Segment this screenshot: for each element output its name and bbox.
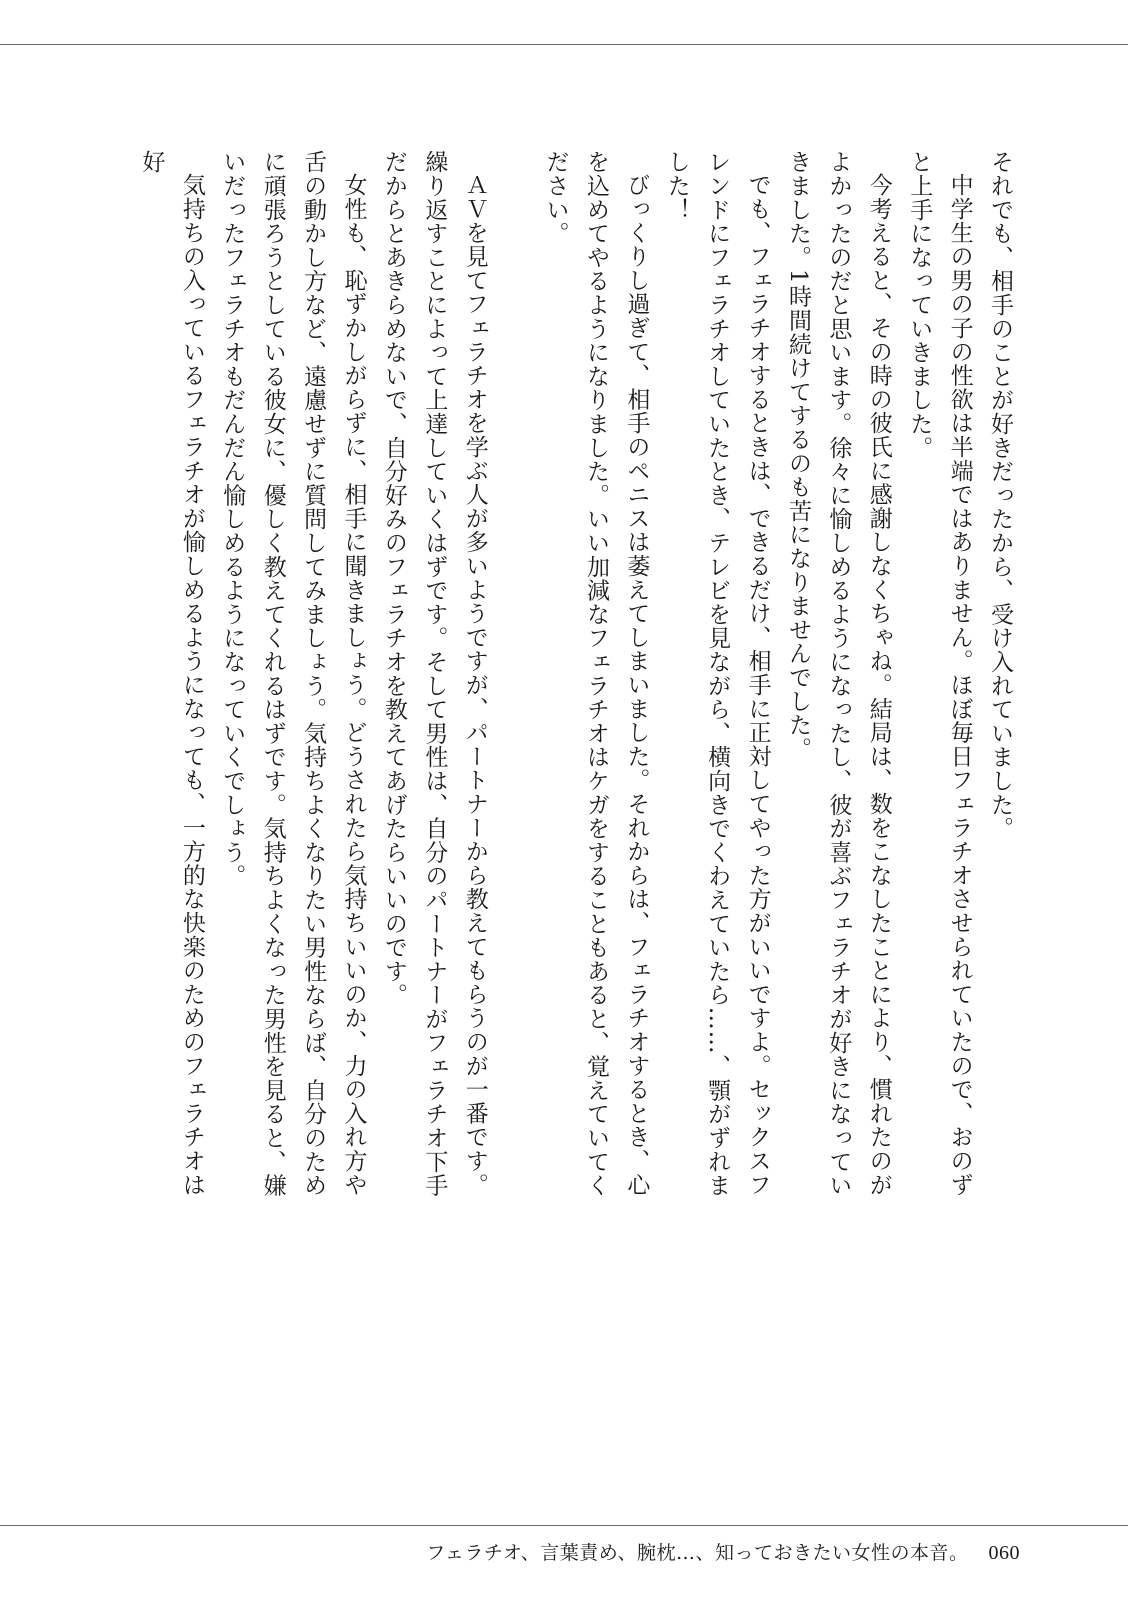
paragraph-1: それでも、相手のことが好きだったから、受け入れていました。	[987, 150, 1013, 841]
paragraph-5: びっくりし過ぎて、相手のペニスは萎えてしまいました。それからは、フェラチオするとき、心を込めてやるようになりました。いい加減なフェラチオはケガをすることもあると、覚えていてください。	[542, 150, 650, 1198]
paragraph-7: 女性も、恥ずかしがらずに、相手に聞きましょう。どうされたら気持ちいいのか、力の入れ方や舌の動かし方など、遠慮せずに質問してみましょう。気持ちよくなりたい男性ならば、自分のために頑張ろうとしている彼女に、優しく教えてくれるはずです。気持ちよくなった男性を見ると、嫌いだったフェラチオもだんだん愉しめるようになっていくでしょう。	[219, 150, 367, 1198]
bottom-rule	[0, 1525, 1128, 1526]
body-text	[100, 150, 1020, 1220]
paragraph-3: 今考えると、その時の彼氏に感謝しなくちゃね。結局は、数をこなしたことにより、慣れたのがよかったのだと思います。徐々に愉しめるようになったし、彼が喜ぶフェラチオが好きになっていきました。1時間続けてするのも苦になりませんでした。	[784, 150, 892, 1198]
paragraph-6: ＡＶを見てフェラチオを学ぶ人が多いようですが、パートナーから教えてもらうのが一番です。繰り返すことによって上達していくはずです。そして男性は、自分のパートナーがフェラチオ下手だからとあきらめないで、自分好みのフェラチオを教えてあげたらいいのです。	[380, 150, 488, 1198]
page-number: 060	[988, 1542, 1020, 1564]
section-break	[495, 150, 535, 1220]
footer-title: フェラチオ、言葉責め、腕枕…、知っておきたい女性の本音。	[426, 1542, 969, 1564]
running-footer	[426, 1538, 1020, 1565]
paragraph-8: 気持ちの入っているフェラチオが愉しめるようになっても、一方的な快楽のためのフェラチオは好	[138, 150, 205, 1197]
paragraph-2: 中学生の男の子の性欲は半端ではありません。ほぼ毎日フェラチオさせられていたので、おのずと上手になっていきました。	[906, 150, 973, 1197]
top-rule	[0, 44, 1128, 45]
paragraph-4: でも、フェラチオするときは、できるだけ、相手に正対してやった方がいいですよ。セックスフレンドにフェラチオしていたとき、テレビを見ながら、横向きでくわえていたら……、顎がずれました！	[663, 150, 771, 1198]
